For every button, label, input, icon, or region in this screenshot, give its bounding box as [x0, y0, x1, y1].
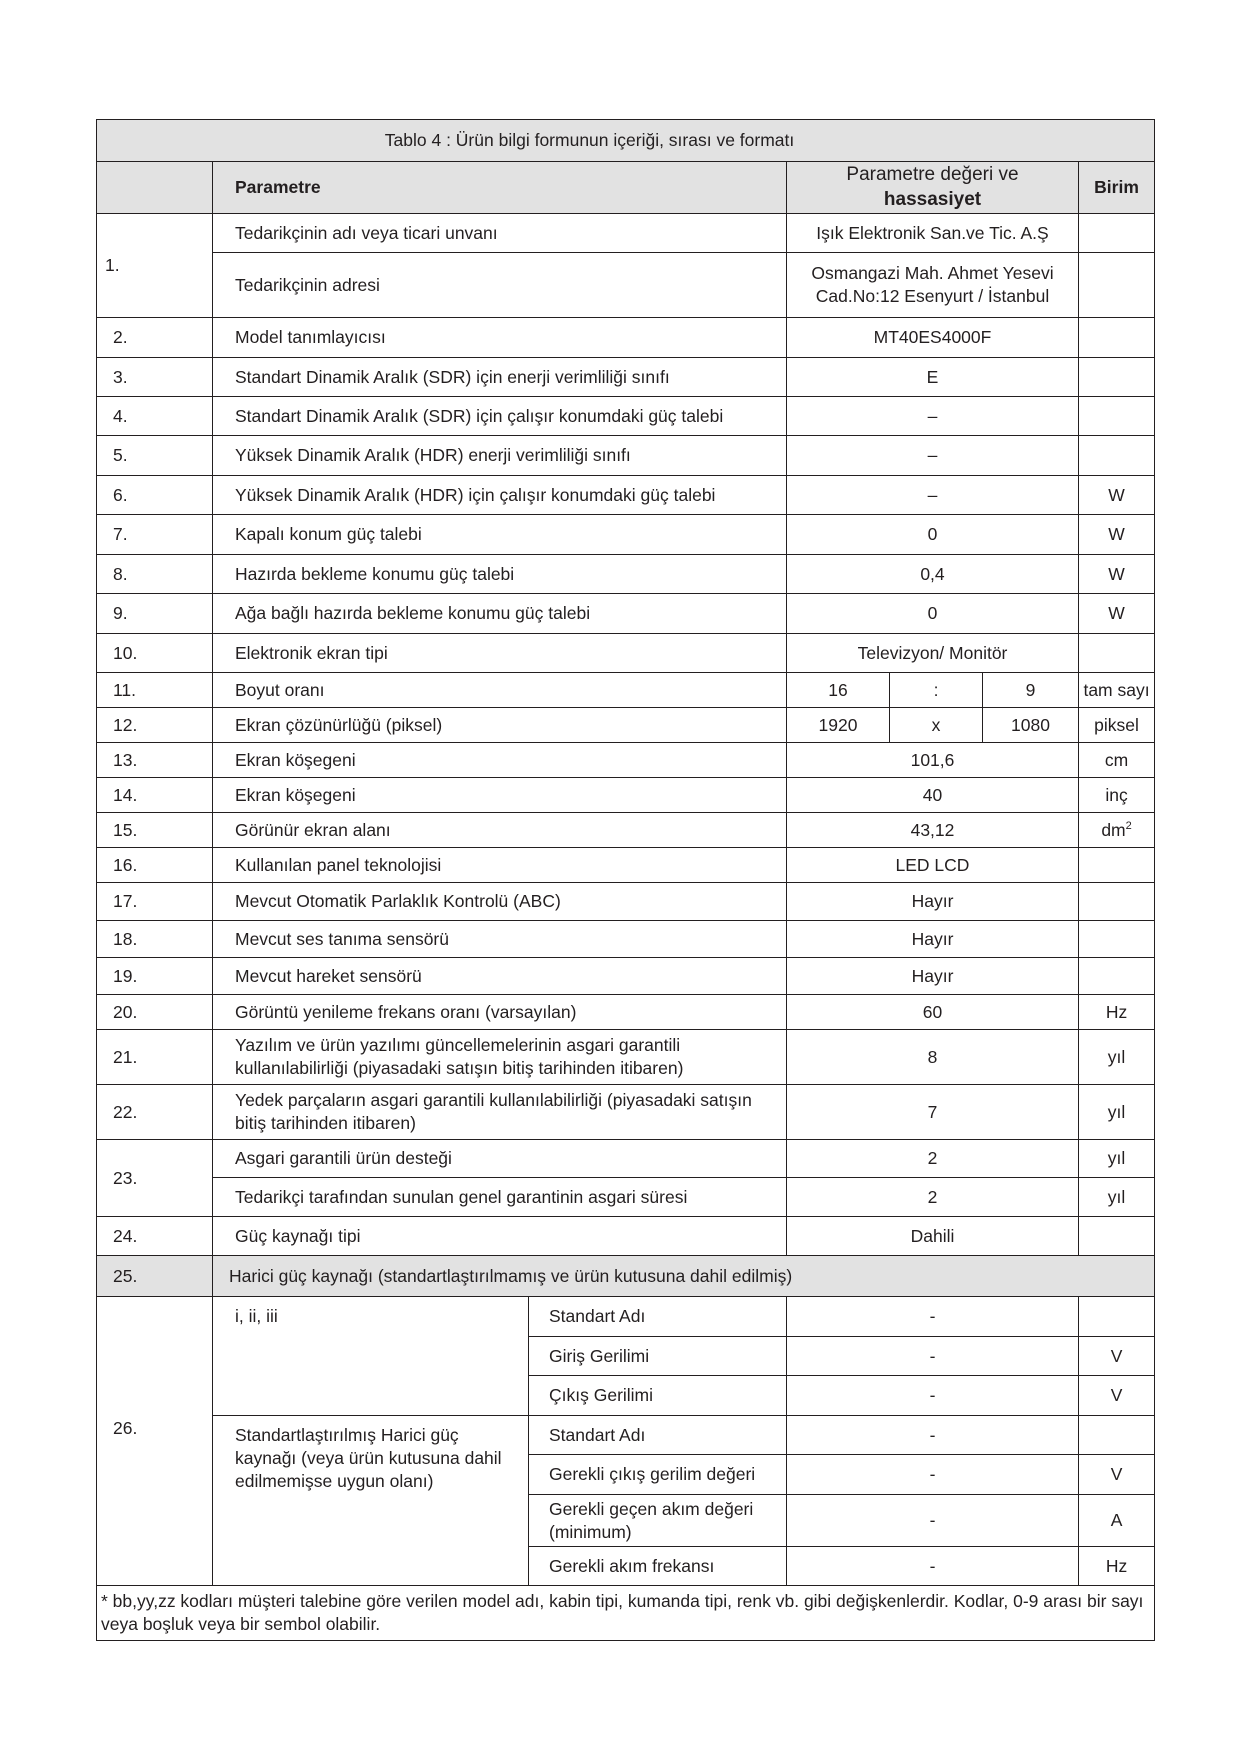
table-row	[97, 1217, 1155, 1256]
row-value: 2	[787, 1140, 1079, 1178]
row-unit: piksel	[1079, 708, 1155, 743]
row-number: 12.	[97, 708, 213, 743]
table-row	[97, 214, 1155, 253]
row-number: 5.	[97, 436, 213, 476]
row26-item-name: Standart Adı	[529, 1416, 787, 1455]
row-number: 3.	[97, 358, 213, 397]
row-value: 8	[787, 1030, 1079, 1085]
row-parameter: Tedarikçi tarafından sunulan genel garantinin asgari süresi	[213, 1178, 787, 1217]
row-parameter: Elektronik ekran tipi	[213, 634, 787, 673]
row-parameter: Asgari garantili ürün desteği	[213, 1140, 787, 1178]
table-row	[97, 743, 1155, 778]
row-value: MT40ES4000F	[787, 318, 1079, 358]
row26-item-value: -	[787, 1376, 1079, 1416]
row26-item-value: -	[787, 1455, 1079, 1495]
row-value-part2: 9	[983, 673, 1079, 708]
row-parameter: Kapalı konum güç talebi	[213, 515, 787, 555]
table-row	[97, 958, 1155, 995]
row26-item-unit	[1079, 1297, 1155, 1337]
table-row	[97, 594, 1155, 634]
row-unit: yıl	[1079, 1178, 1155, 1217]
row-number: 1.	[97, 214, 213, 318]
row-number: 11.	[97, 673, 213, 708]
row-parameter: Boyut oranı	[213, 673, 787, 708]
row-value: –	[787, 436, 1079, 476]
row-number: 23.	[97, 1140, 213, 1217]
header-number	[97, 162, 213, 214]
row-value: 60	[787, 995, 1079, 1030]
row-value-separator: x	[890, 708, 983, 743]
row-parameter: Tedarikçinin adresi	[213, 253, 787, 318]
row-number: 16.	[97, 848, 213, 883]
row-value-part2: 1080	[983, 708, 1079, 743]
table-row	[97, 1140, 1155, 1178]
row26-item-value: -	[787, 1297, 1079, 1337]
table-title-row	[97, 120, 1155, 162]
table-header-row	[97, 162, 1155, 214]
row-parameter: Harici güç kaynağı (standartlaştırılmamış ve ürün kutusuna dahil edilmiş)	[213, 1256, 1155, 1297]
row-parameter: Mevcut hareket sensörü	[213, 958, 787, 995]
footnote-row	[97, 1586, 1155, 1641]
row-unit: inç	[1079, 778, 1155, 813]
row-unit	[1079, 318, 1155, 358]
row-parameter: Yedek parçaların asgari garantili kullanılabilirliği (piyasadaki satışın bitiş tarihinden itibaren)	[213, 1085, 787, 1140]
row-unit: W	[1079, 476, 1155, 515]
row-unit: yıl	[1079, 1085, 1155, 1140]
table-row	[97, 813, 1155, 848]
row-parameter: Standart Dinamik Aralık (SDR) için çalışır konumdaki güç talebi	[213, 397, 787, 436]
row26-item-name: Giriş Gerilimi	[529, 1337, 787, 1376]
row-value: 43,12	[787, 813, 1079, 848]
table-row	[97, 358, 1155, 397]
row-unit: W	[1079, 594, 1155, 634]
row26-item-name: Gerekli çıkış gerilim değeri	[529, 1455, 787, 1495]
row-value-separator: :	[890, 673, 983, 708]
row-value: Dahili	[787, 1217, 1079, 1256]
row-unit: Hz	[1079, 995, 1155, 1030]
row-unit: cm	[1079, 743, 1155, 778]
row-value-part1: 1920	[787, 708, 890, 743]
row-parameter: Ağa bağlı hazırda bekleme konumu güç talebi	[213, 594, 787, 634]
row-parameter: Güç kaynağı tipi	[213, 1217, 787, 1256]
table-row	[97, 883, 1155, 921]
table-row	[97, 436, 1155, 476]
table-row	[97, 634, 1155, 673]
row-number: 9.	[97, 594, 213, 634]
table-row	[97, 848, 1155, 883]
row-parameter: Mevcut ses tanıma sensörü	[213, 921, 787, 958]
row-value: 2	[787, 1178, 1079, 1217]
unit-text: dm	[1101, 819, 1126, 840]
row-parameter: Yazılım ve ürün yazılımı güncellemelerinin asgari garantili kullanılabilirliği (piyasadaki satışın bitiş tarihinden itibaren)	[213, 1030, 787, 1085]
row-number: 21.	[97, 1030, 213, 1085]
row26-item-unit	[1079, 1416, 1155, 1455]
table-footnote: * bb,yy,zz kodları müşteri talebine göre verilen model adı, kabin tipi, kumanda tipi, renk vb. gibi değişkenlerdir. Kodlar, 0-9 arası bir sayı veya boşluk veya bir sembol olabilir.	[97, 1586, 1155, 1641]
row-unit: W	[1079, 555, 1155, 594]
row-value: 0	[787, 594, 1079, 634]
row26-item-name: Gerekli akım frekansı	[529, 1547, 787, 1586]
row-parameter: Tedarikçinin adı veya ticari unvanı	[213, 214, 787, 253]
table-row	[97, 673, 1155, 708]
row-unit	[1079, 883, 1155, 921]
row26-item-name: Gerekli geçen akım değeri (minimum)	[529, 1495, 787, 1547]
row-value: Hayır	[787, 921, 1079, 958]
row-number: 17.	[97, 883, 213, 921]
table-row	[97, 318, 1155, 358]
row-parameter: Hazırda bekleme konumu güç talebi	[213, 555, 787, 594]
row26-item-unit: V	[1079, 1376, 1155, 1416]
table-row	[97, 1297, 1155, 1337]
row-parameter: Mevcut Otomatik Parlaklık Kontrolü (ABC)	[213, 883, 787, 921]
table-title: Tablo 4 : Ürün bilgi formunun içeriği, sırası ve formatı	[97, 120, 1155, 162]
row-parameter: Görünür ekran alanı	[213, 813, 787, 848]
row-value: 101,6	[787, 743, 1079, 778]
row-number: 22.	[97, 1085, 213, 1140]
row-value: 0	[787, 515, 1079, 555]
row-value: 40	[787, 778, 1079, 813]
row-value: Televizyon/ Monitör	[787, 634, 1079, 673]
row-number: 14.	[97, 778, 213, 813]
row-number: 15.	[97, 813, 213, 848]
row-unit	[1079, 813, 1155, 848]
product-info-table	[96, 119, 1155, 1641]
row-number: 4.	[97, 397, 213, 436]
row26-item-name: Standart Adı	[529, 1297, 787, 1337]
row-parameter: Ekran köşegeni	[213, 778, 787, 813]
row-unit	[1079, 214, 1155, 253]
table-row	[97, 397, 1155, 436]
row-number: 2.	[97, 318, 213, 358]
table-row	[97, 1085, 1155, 1140]
row-value: Hayır	[787, 883, 1079, 921]
row-value-part1: 16	[787, 673, 890, 708]
row26-group2-label: Standartlaştırılmış Harici güç kaynağı (veya ürün kutusuna dahil edilmemişse uygun olanı)	[213, 1416, 529, 1586]
row-unit	[1079, 921, 1155, 958]
row26-item-value: -	[787, 1416, 1079, 1455]
header-value-line1: Parametre değeri ve	[846, 163, 1019, 185]
row-value: 0,4	[787, 555, 1079, 594]
header-value-line2: hassasiyet	[883, 188, 982, 210]
row-value: –	[787, 476, 1079, 515]
table-row	[97, 515, 1155, 555]
table-row	[97, 476, 1155, 515]
row-unit: W	[1079, 515, 1155, 555]
table-row	[97, 995, 1155, 1030]
row26-item-name: Çıkış Gerilimi	[529, 1376, 787, 1416]
row-value: Işık Elektronik San.ve Tic. A.Ş	[787, 214, 1079, 253]
row-number: 19.	[97, 958, 213, 995]
row-number: 7.	[97, 515, 213, 555]
row-unit	[1079, 634, 1155, 673]
header-unit: Birim	[1079, 162, 1155, 214]
header-parameter: Parametre	[213, 162, 787, 214]
row-number: 6.	[97, 476, 213, 515]
row-unit	[1079, 848, 1155, 883]
table-row	[97, 921, 1155, 958]
row-unit	[1079, 358, 1155, 397]
table-row	[97, 1178, 1155, 1217]
row26-item-unit: Hz	[1079, 1547, 1155, 1586]
table-row	[97, 778, 1155, 813]
table-row	[97, 253, 1155, 318]
row-number: 26.	[97, 1297, 213, 1586]
table-row	[97, 1030, 1155, 1085]
row-value: Hayır	[787, 958, 1079, 995]
row-number: 13.	[97, 743, 213, 778]
row26-item-value: -	[787, 1337, 1079, 1376]
unit-superscript: 2	[1125, 819, 1132, 832]
row26-item-unit: A	[1079, 1495, 1155, 1547]
row-parameter: Görüntü yenileme frekans oranı (varsayılan)	[213, 995, 787, 1030]
row-unit	[1079, 1217, 1155, 1256]
table-row	[97, 708, 1155, 743]
row-parameter: Kullanılan panel teknolojisi	[213, 848, 787, 883]
row-parameter: Standart Dinamik Aralık (SDR) için enerji verimliliği sınıfı	[213, 358, 787, 397]
row-parameter: Yüksek Dinamik Aralık (HDR) enerji verimliliği sınıfı	[213, 436, 787, 476]
row-value: E	[787, 358, 1079, 397]
row-number: 25.	[97, 1256, 213, 1297]
row-parameter: Ekran çözünürlüğü (piksel)	[213, 708, 787, 743]
row26-item-value: -	[787, 1495, 1079, 1547]
row-number: 24.	[97, 1217, 213, 1256]
row-value: LED LCD	[787, 848, 1079, 883]
row-parameter: Yüksek Dinamik Aralık (HDR) için çalışır konumdaki güç talebi	[213, 476, 787, 515]
row26-item-unit: V	[1079, 1455, 1155, 1495]
table-row	[97, 555, 1155, 594]
row-unit	[1079, 436, 1155, 476]
row-value: –	[787, 397, 1079, 436]
table-row	[97, 1256, 1155, 1297]
row-parameter: Ekran köşegeni	[213, 743, 787, 778]
row-number: 8.	[97, 555, 213, 594]
row-value: Osmangazi Mah. Ahmet Yesevi Cad.No:12 Esenyurt / İstanbul	[787, 253, 1079, 318]
row-unit	[1079, 253, 1155, 318]
row-unit: tam sayı	[1079, 673, 1155, 708]
row-value: 7	[787, 1085, 1079, 1140]
row26-group1-label: i, ii, iii	[213, 1297, 529, 1416]
row-parameter: Model tanımlayıcısı	[213, 318, 787, 358]
row-unit: yıl	[1079, 1030, 1155, 1085]
row26-item-unit: V	[1079, 1337, 1155, 1376]
row-unit: yıl	[1079, 1140, 1155, 1178]
row26-item-value: -	[787, 1547, 1079, 1586]
row-number: 20.	[97, 995, 213, 1030]
row-unit	[1079, 397, 1155, 436]
row-number: 18.	[97, 921, 213, 958]
row-number: 10.	[97, 634, 213, 673]
header-value	[787, 162, 1079, 214]
row-unit	[1079, 958, 1155, 995]
table-row	[97, 1416, 1155, 1455]
